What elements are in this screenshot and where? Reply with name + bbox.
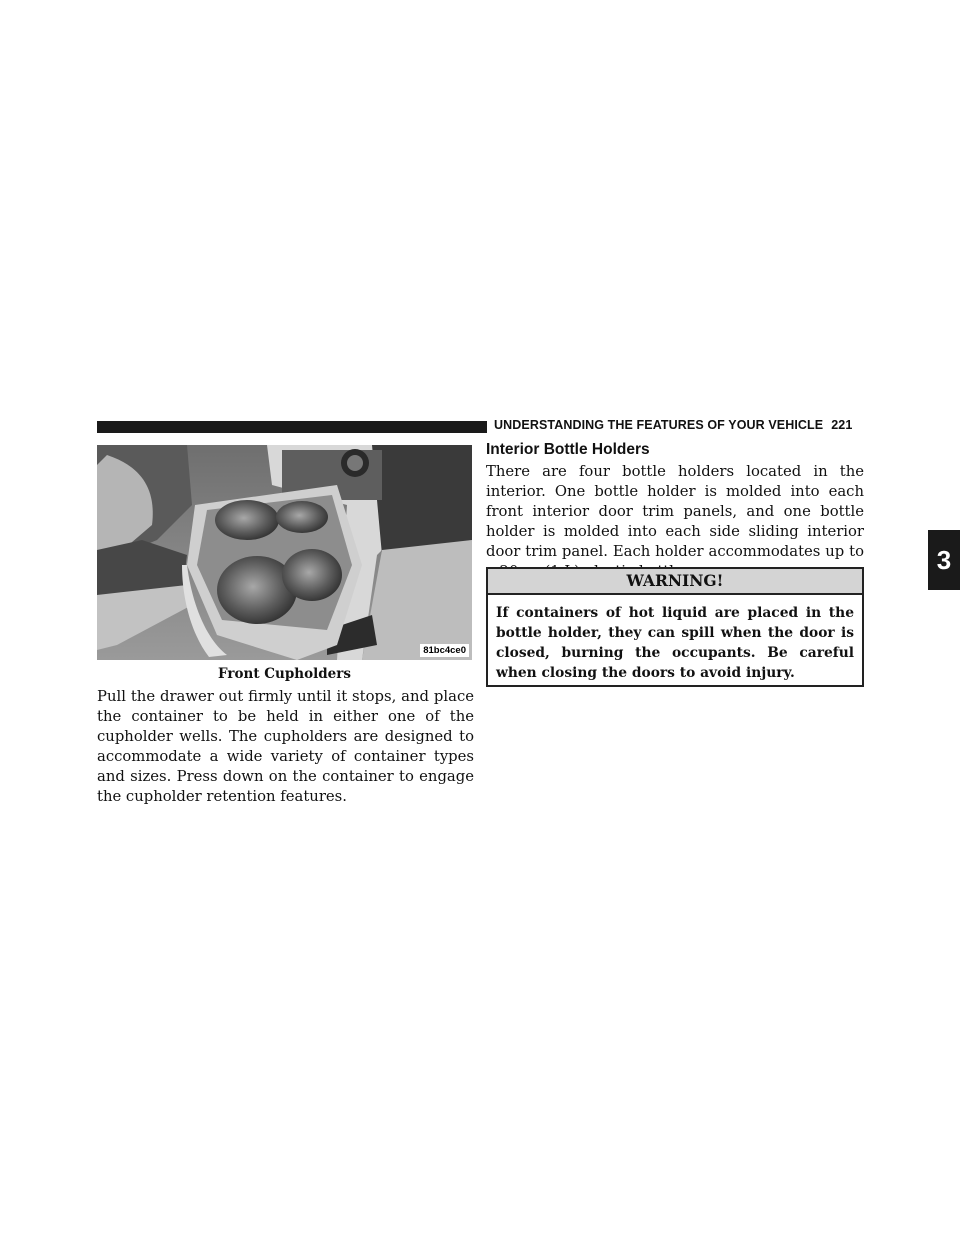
figure-caption: Front Cupholders bbox=[218, 666, 351, 682]
warning-box bbox=[486, 567, 864, 687]
running-header bbox=[494, 418, 864, 432]
bottle-holders-description: There are four bottle holders located in the interior. One bottle holder is molded into each front interior door trim panels, and one bottle holder is molded into each side sliding interior door trim panel. Each holder accommodates up to bbox=[486, 463, 864, 560]
cupholder-instructions: Pull the drawer out firmly until it stops, and place the container to be held in either one of the cupholder wells. The cupholders are designed to accommodate a wide variety of container types and sizes. Press down on the container to engage the cupholder retention features. bbox=[97, 688, 474, 805]
header-rule bbox=[97, 421, 487, 433]
chapter-tab: 3 bbox=[928, 530, 960, 590]
section-heading: Interior Bottle Holders bbox=[486, 441, 650, 458]
figure-code: 81bc4ce0 bbox=[420, 644, 469, 657]
cupholder-photo bbox=[97, 445, 472, 660]
header-title: UNDERSTANDING THE FEATURES OF YOUR VEHICLE bbox=[494, 418, 824, 432]
warning-text: If containers of hot liquid are placed in the bottle holder, they can spill when the door is closed, burning the occupants. Be careful when closing the doors to avoid injury. bbox=[496, 605, 854, 681]
cupholder-illustration bbox=[97, 445, 472, 660]
page-number: 221 bbox=[831, 418, 853, 432]
warning-title: WARNING! bbox=[488, 569, 862, 595]
